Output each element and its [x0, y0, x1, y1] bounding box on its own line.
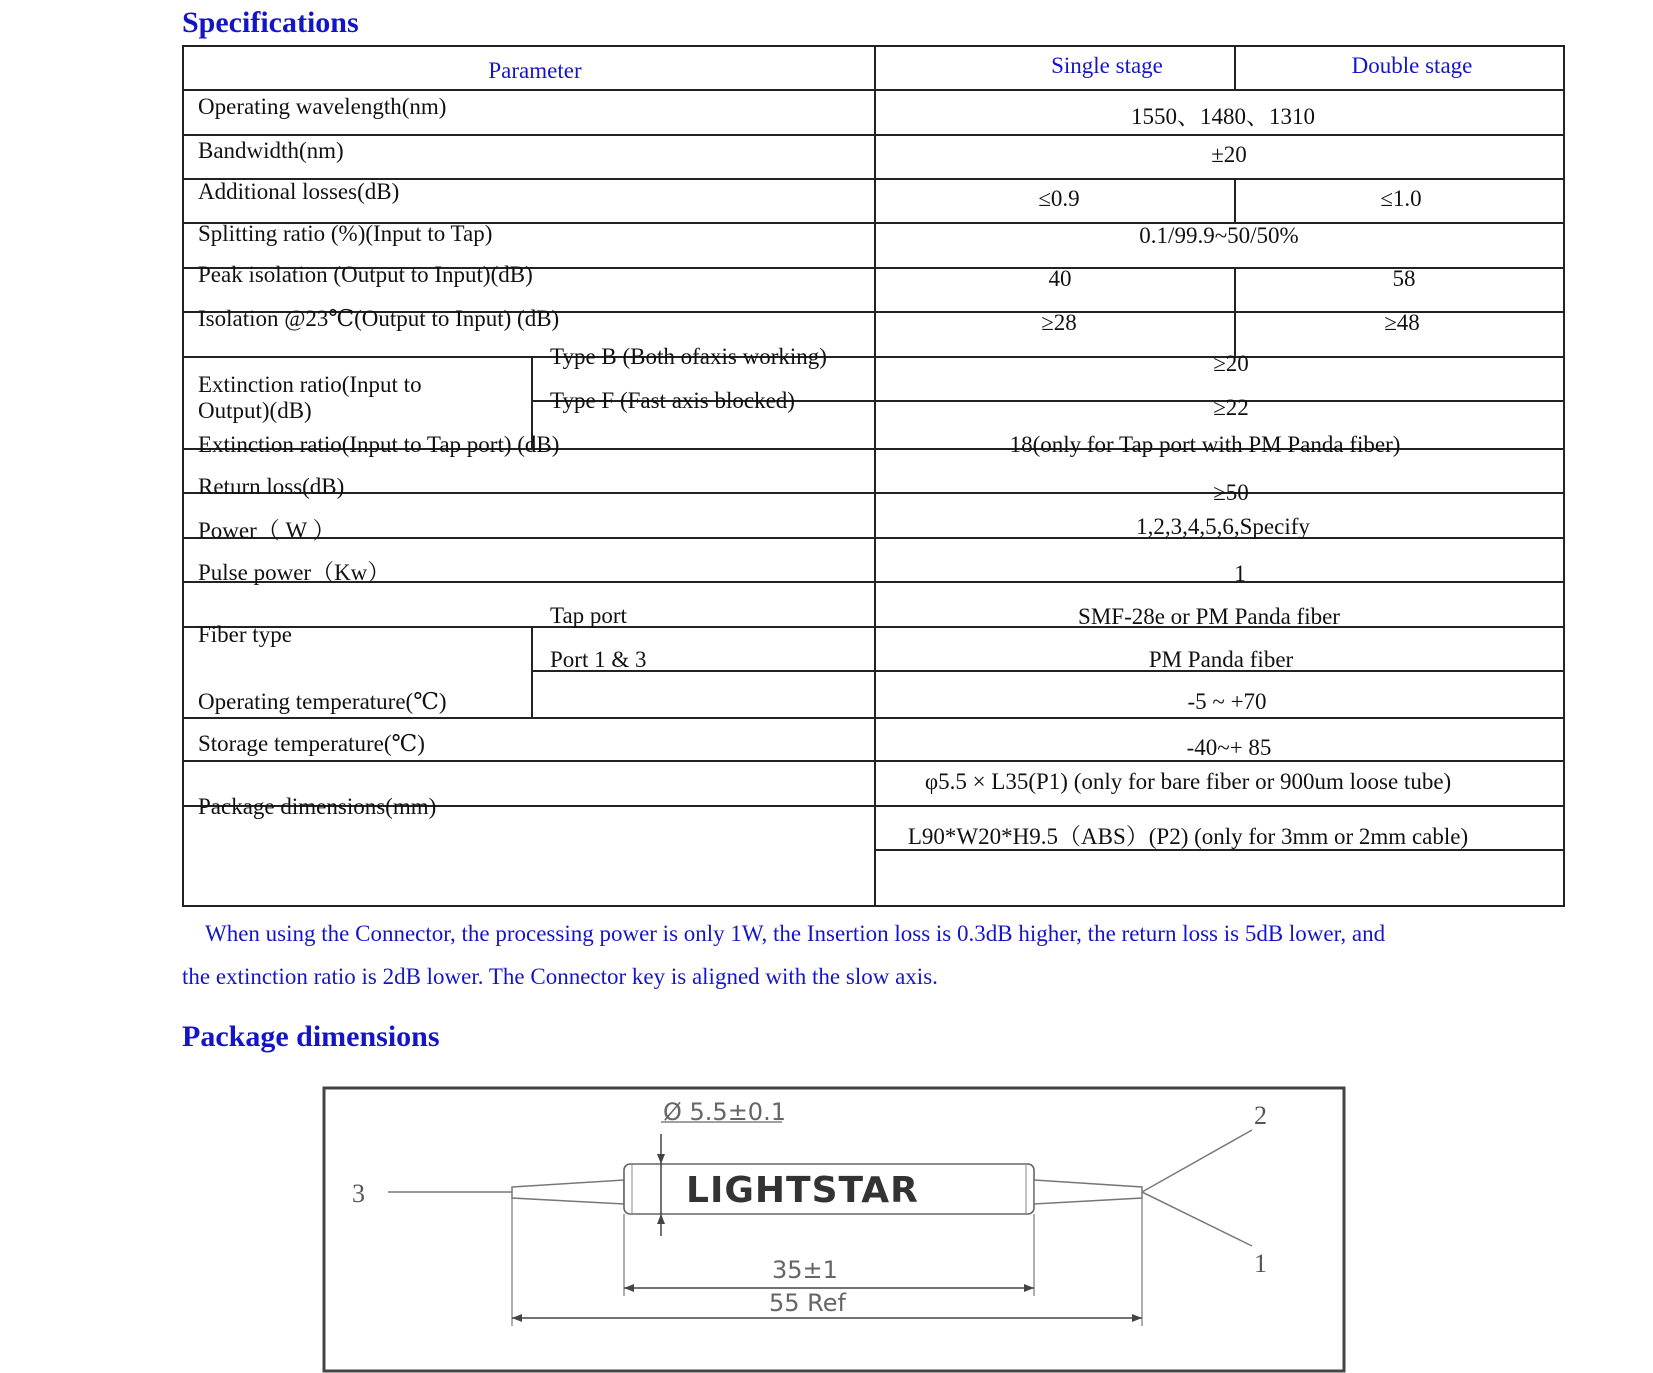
param-value: PM Panda fiber [1148, 647, 1294, 672]
param-value: ≥20 [1213, 351, 1249, 376]
param-value: 18(only for Tap port with PM Panda fiber) [1009, 432, 1401, 457]
port-2-label: 2 [1254, 1101, 1267, 1130]
param-label-continued: Output)(dB) [198, 398, 312, 423]
package-dimensions-drawing [322, 1086, 1346, 1373]
double-stage-value: ≥48 [1384, 310, 1420, 335]
sub-param-label: Type F (Fast axis blocked) [550, 388, 795, 413]
param-label: Power（ W ） [198, 518, 336, 543]
note-line-1: When using the Connector, the processing power is only 1W, the Insertion loss is 0.3dB higher, the return loss is 5dB lower, and [205, 921, 1386, 946]
param-label: Operating temperature(℃) [198, 689, 447, 714]
param-label: Isolation @23℃(Output to Input) (dB) [198, 306, 560, 331]
param-label: Extinction ratio(Input to [198, 372, 422, 397]
param-label: Storage temperature(℃) [198, 731, 425, 756]
ref-length-label: 55 Ref [769, 1289, 846, 1317]
param-label: Operating wavelength(nm) [198, 94, 447, 119]
port-3-label: 3 [352, 1179, 365, 1208]
sub-param-label: Tap port [550, 603, 627, 628]
param-label: Pulse power（Kw） [198, 560, 391, 585]
param-label: Extinction ratio(Input to Tap port) (dB) [198, 432, 560, 457]
single-stage-value: ≥28 [1041, 310, 1077, 335]
param-value: 1550、1480、1310 [1131, 104, 1315, 129]
single-stage-value: 40 [1048, 266, 1072, 291]
connector-note [182, 912, 1512, 998]
header-parameter: Parameter [488, 58, 582, 83]
param-label: Package dimensions(mm) [198, 794, 437, 819]
param-label: Fiber type [198, 622, 292, 647]
double-stage-value: 58 [1392, 266, 1416, 291]
package-dimensions-heading: Package dimensions [182, 1020, 440, 1053]
header-single-stage: Single stage [1051, 53, 1163, 78]
note-line-2: the extinction ratio is 2dB lower. The Connector key is aligned with the slow axis. [182, 964, 938, 989]
diameter-label: Ø 5.5±0.1 [663, 1098, 786, 1126]
param-value: ≥50 [1213, 480, 1249, 505]
specifications-table [182, 45, 1565, 907]
param-value: -5 ~ +70 [1187, 689, 1267, 714]
double-stage-value: ≤1.0 [1380, 186, 1422, 211]
param-label: Additional losses(dB) [198, 179, 400, 204]
specifications-heading: Specifications [182, 6, 359, 39]
sub-param-label: Port 1 & 3 [550, 647, 647, 672]
package-dimension-p2: L90*W20*H9.5（ABS）(P2) (only for 3mm or 2mm cable) [907, 824, 1469, 849]
param-value: 1 [1234, 561, 1246, 586]
param-label: Bandwidth(nm) [198, 138, 344, 163]
param-label: Splitting ratio (%)(Input to Tap) [198, 221, 493, 246]
param-label: Return loss(dB) [198, 474, 345, 499]
drawing-frame [324, 1088, 1344, 1371]
param-value: SMF-28e or PM Panda fiber [1078, 604, 1340, 629]
param-value: ±20 [1211, 142, 1247, 167]
param-value: 0.1/99.9~50/50% [1139, 223, 1299, 248]
param-value: 1,2,3,4,5,6,Specify [1136, 514, 1310, 539]
package-dimension-p1: φ5.5 × L35(P1) (only for bare fiber or 900um loose tube) [924, 769, 1452, 794]
header-double-stage: Double stage [1351, 53, 1473, 78]
port-1-label: 1 [1254, 1249, 1267, 1278]
single-stage-value: ≤0.9 [1038, 186, 1080, 211]
length-label: 35±1 [772, 1256, 838, 1284]
param-value: ≥22 [1213, 395, 1249, 420]
sub-param-label: Type B (Both ofaxis working) [550, 344, 827, 369]
param-label: Peak isolation (Output to Input)(dB) [198, 262, 533, 287]
param-value: -40~+ 85 [1186, 735, 1272, 760]
brand-label: LIGHTSTAR [686, 1170, 919, 1211]
